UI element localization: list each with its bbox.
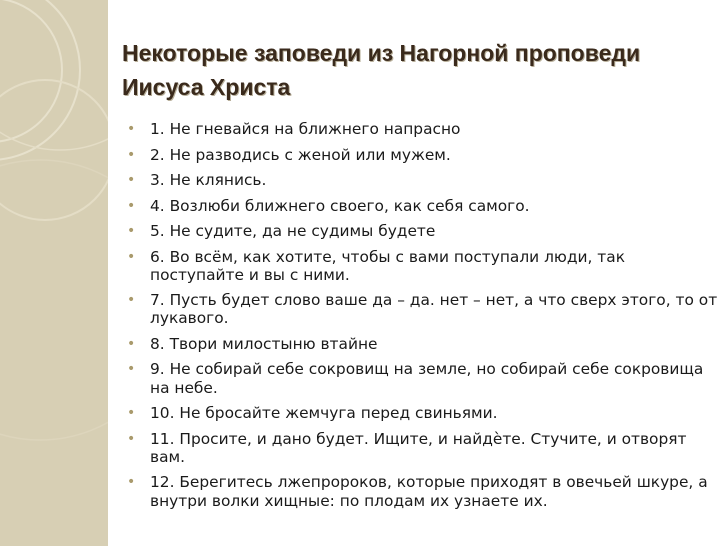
list-item [122, 404, 722, 422]
decorative-arc [0, 0, 62, 142]
bullet-icon: • [127, 361, 136, 378]
list-item-text: 3. Не клянись. [150, 171, 267, 189]
bullet-icon: • [127, 223, 136, 239]
list-item-text: 2. Не разводись с женой или мужем. [150, 145, 451, 164]
list-item-text: 6. Во всём, как хотите, чтобы с вами поступали люди, так поступайте и вы с ними. [150, 247, 625, 284]
list-item [122, 291, 722, 327]
list-item [122, 146, 722, 164]
list-item [122, 335, 722, 353]
slide-title-line-2: Иисуса Христа [122, 74, 291, 100]
bullet-icon: • [127, 172, 136, 188]
list-item-text: 4. Возлюби ближнего своего, как себя самого. [150, 196, 530, 215]
bullet-icon: • [127, 430, 136, 447]
list-item [122, 360, 722, 396]
list-item [122, 171, 722, 189]
bullet-icon: • [127, 197, 136, 214]
list-item [122, 222, 722, 240]
list-item-text: 5. Не судите, да не судимы будете [150, 222, 436, 240]
list-item [122, 248, 722, 284]
decorative-arc [0, 0, 108, 150]
list-item-text: 11. Просите, и дано будет. Ищите, и найдѐте. Стучите, и отворят вам. [150, 429, 687, 466]
list-item [122, 430, 722, 466]
bullet-icon: • [127, 121, 136, 137]
slide-title [122, 36, 712, 104]
list-item-text: 7. Пусть будет слово ваше да – да. нет – нет, а что сверх этого, то от лукавого. [150, 291, 718, 328]
list-item-text: 9. Не собирай себе сокровищ на земле, но собирай себе сокровища на небе. [150, 360, 704, 397]
list-item-text: 10. Не бросайте жемчуга перед свиньями. [150, 404, 498, 423]
decorative-side-band [0, 0, 108, 546]
bullet-icon: • [127, 405, 136, 422]
list-item-text: 8. Твори милостыню втайне [150, 334, 378, 353]
list-item [122, 473, 722, 509]
decorative-arcs [0, 0, 108, 546]
list-item [122, 120, 722, 138]
list-item [122, 197, 722, 215]
bullet-icon: • [127, 146, 136, 163]
bullet-icon: • [127, 292, 136, 309]
commandments-list [122, 120, 722, 517]
bullet-icon: • [127, 335, 136, 352]
slide-title-line-1: Некоторые заповеди из Нагорной проповеди [122, 40, 641, 66]
list-item-text: 1. Не гневайся на ближнего напрасно [150, 120, 461, 138]
bullet-icon: • [127, 474, 136, 491]
list-item-text: 12. Берегитесь лжепророков, которые приходят в овечьей шкуре, а внутри волки хищные: по плодам их узнаете их. [150, 473, 708, 510]
bullet-icon: • [127, 248, 136, 265]
